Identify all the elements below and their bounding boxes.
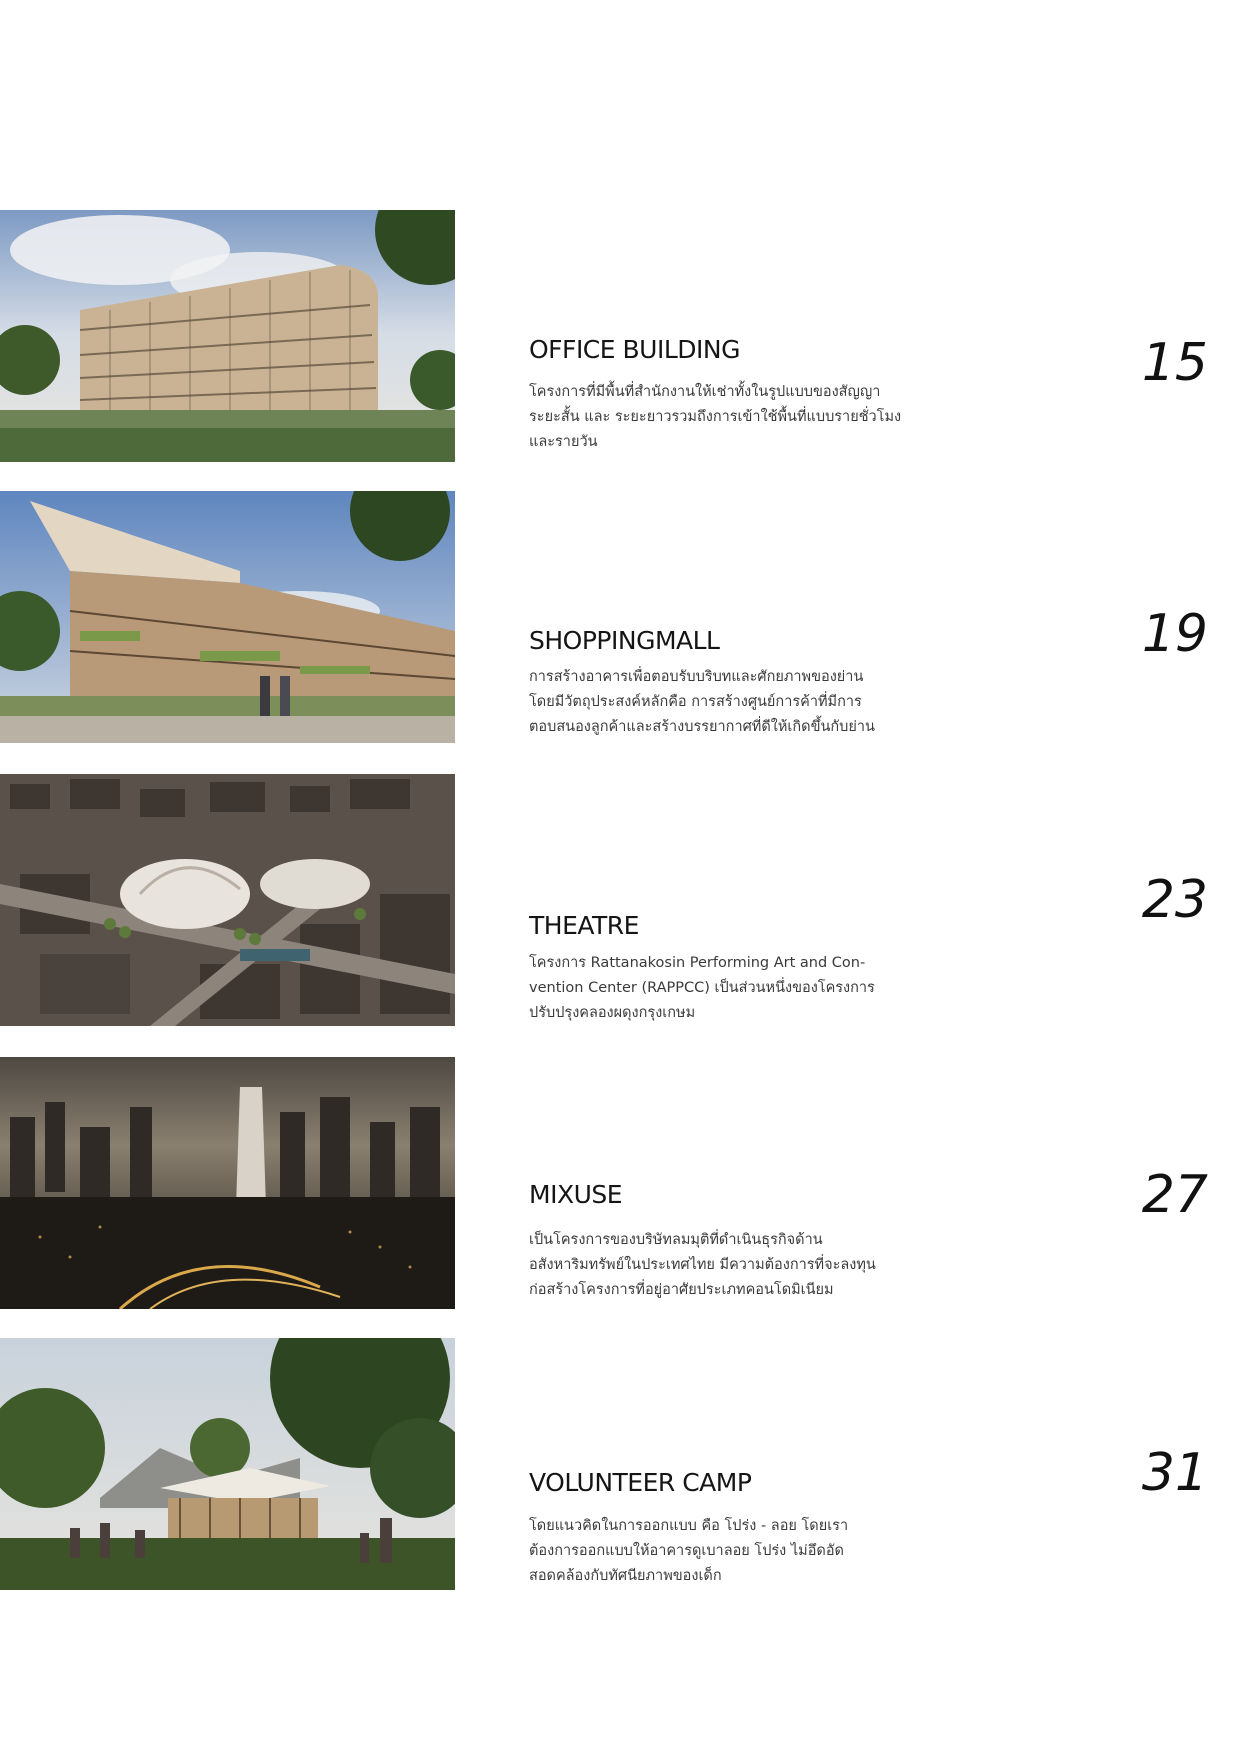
description-line: ก่อสร้างโครงการที่อยู่อาศัยประเภทคอนโดมิเนียม <box>529 1282 834 1298</box>
theatre-render-image <box>0 774 455 1026</box>
description-line: vention Center (RAPPCC) เป็นส่วนหนึ่งของโครงการ <box>529 980 875 996</box>
description-line: ตอบสนองลูกค้าและสร้างบรรยากาศที่ดีให้เกิดขึ้นกับย่าน <box>529 719 875 735</box>
description-line: เป็นโครงการของบริษัทลมมุติที่ดำเนินธุรกิจด้าน <box>529 1232 823 1248</box>
entry-description <box>529 380 902 455</box>
office-building-render-image <box>0 210 455 462</box>
entry-description <box>529 951 884 1026</box>
page-number: 27 <box>1141 1165 1208 1225</box>
description-line: ปรับปรุงคลองผดุงกรุงเกษม <box>529 1005 696 1021</box>
description-line: อสังหาริมทรัพย์ในประเทศไทย มีความต้องการที่จะลงทุน <box>529 1257 876 1273</box>
description-line: โดยแนวคิดในการออกแบบ คือ โปร่ง - ลอย โดยเรา <box>529 1518 849 1534</box>
volunteer-camp-render-image <box>0 1338 455 1590</box>
description-line: สอดคล้องกับทัศนียภาพของเด็ก <box>529 1568 722 1584</box>
entry-title: MIXUSE <box>529 1180 623 1209</box>
description-line: ระยะสั้น และ ระยะยาวรวมถึงการเข้าใช้พื้นที่แบบรายชั่วโมง <box>529 409 902 425</box>
entry-description <box>529 665 884 740</box>
entry-description <box>529 1228 884 1303</box>
description-line: และรายวัน <box>529 434 598 450</box>
description-line: โครงการที่มีพื้นที่สำนักงานให้เช่าทั้งในรูปแบบของสัญญา <box>529 384 881 400</box>
entry-title: THEATRE <box>529 911 639 940</box>
shoppingmall-render-image <box>0 491 455 743</box>
entry-description <box>529 1514 884 1589</box>
page-number: 19 <box>1141 604 1208 664</box>
page-number: 15 <box>1141 333 1208 393</box>
entry-title: OFFICE BUILDING <box>529 335 740 364</box>
entry-title: VOLUNTEER CAMP <box>529 1468 752 1497</box>
page-number: 31 <box>1141 1443 1208 1503</box>
description-line: โครงการ Rattanakosin Performing Art and Con- <box>529 955 866 971</box>
description-line: การสร้างอาคารเพื่อตอบรับบริบทและศักยภาพของย่าน <box>529 669 864 685</box>
entry-title: SHOPPINGMALL <box>529 626 720 655</box>
page-number: 23 <box>1141 870 1208 930</box>
mixuse-render-image <box>0 1057 455 1309</box>
description-line: ต้องการออกแบบให้อาคารดูเบาลอย โปร่ง ไม่อึดอัด <box>529 1543 844 1559</box>
description-line: โดยมีวัตถุประสงค์หลักคือ การสร้างศูนย์การค้าที่มีการ <box>529 694 862 710</box>
